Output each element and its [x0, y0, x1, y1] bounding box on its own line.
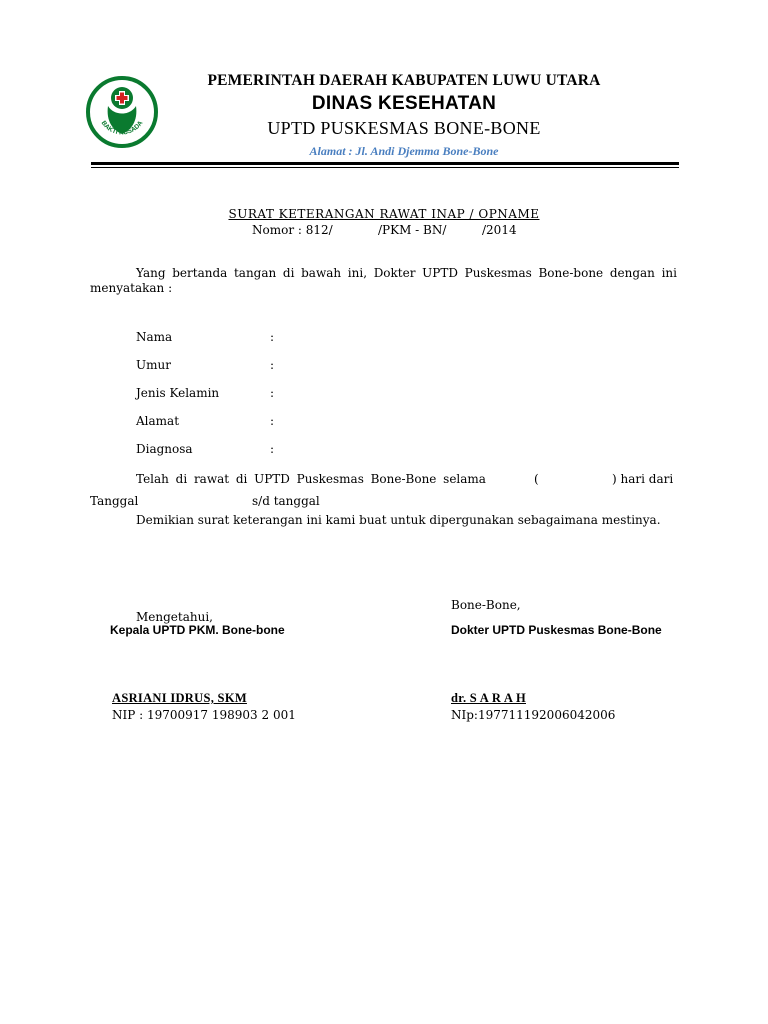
word: bawah	[301, 266, 342, 280]
signature-left-nip: NIP : 19700917 198903 2 001	[112, 708, 296, 722]
signature-left-name: ASRIANI IDRUS, SKM	[112, 691, 247, 705]
word: ini,	[347, 266, 368, 280]
letter-title: SURAT KETERANGAN RAWAT INAP / OPNAME	[228, 207, 540, 221]
word: bertanda	[172, 266, 228, 280]
field-label-diagnosa: Diagnosa	[136, 442, 193, 456]
field-value-umur: :	[270, 358, 275, 372]
word: UPTD	[422, 266, 458, 280]
stay-date-label: Tanggal	[90, 494, 139, 508]
closing-statement: Demikian surat keterangan ini kami buat untuk dipergunakan sebagaimana mestinya.	[136, 513, 661, 527]
word: di	[282, 266, 295, 280]
stay-days-suffix: ) hari dari	[612, 472, 674, 486]
header-divider-thick	[91, 162, 679, 165]
word: ini	[661, 266, 677, 280]
word: Dokter	[373, 266, 416, 280]
field-value-alamat: :	[270, 414, 275, 428]
word: Yang	[136, 266, 166, 280]
word: di	[175, 472, 188, 486]
word: selama	[443, 472, 486, 486]
word: Bone-bone	[538, 266, 604, 280]
intro-line-2: menyatakan :	[90, 281, 173, 295]
intro-line-1	[136, 266, 677, 280]
stay-line-1	[136, 472, 486, 486]
signature-place: Bone-Bone,	[451, 598, 521, 612]
letter-number-part-2: /PKM - BN/	[378, 223, 447, 237]
field-label-alamat: Alamat	[136, 414, 180, 428]
signature-right-nip: NIp:197711192006042006	[451, 708, 616, 722]
word: rawat	[193, 472, 230, 486]
header-address: Alamat : Jl. Andi Djemma Bone-Bone	[309, 144, 499, 158]
signature-right-position: Dokter UPTD Puskesmas Bone-Bone	[451, 623, 662, 637]
word: tangan	[233, 266, 277, 280]
word: Telah	[136, 472, 169, 486]
header-agency-line: DINAS KESEHATAN	[311, 93, 497, 114]
word: Puskesmas	[296, 472, 364, 486]
field-value-nama: :	[270, 330, 275, 344]
logo-text: BAKTI HUSADA	[99, 119, 145, 137]
letter-number-part-3: /2014	[482, 223, 517, 237]
signature-right-name: dr. S A R A H	[451, 691, 526, 705]
bakti-husada-logo-icon	[86, 76, 158, 148]
word: UPTD	[254, 472, 290, 486]
word: dengan	[609, 266, 655, 280]
field-value-jenis-kelamin: :	[270, 386, 275, 400]
header-divider-thin	[91, 167, 679, 168]
signature-left-intro: Mengetahui,	[136, 610, 213, 624]
header-unit-line: UPTD PUSKESMAS BONE-BONE	[267, 118, 541, 138]
word: Bone-Bone	[370, 472, 437, 486]
signature-left-position: Kepala UPTD PKM. Bone-bone	[110, 623, 285, 637]
field-label-jenis-kelamin: Jenis Kelamin	[136, 386, 220, 400]
letter-number-part-1: Nomor : 812/	[252, 223, 333, 237]
header-government-line: PEMERINTAH DAERAH KABUPATEN LUWU UTARA	[207, 72, 601, 89]
field-value-diagnosa: :	[270, 442, 275, 456]
word: di	[235, 472, 248, 486]
field-label-nama: Nama	[136, 330, 173, 344]
field-label-umur: Umur	[136, 358, 171, 372]
stay-open-paren: (	[534, 472, 539, 486]
word: Puskesmas	[464, 266, 532, 280]
stay-date-until: s/d tanggal	[252, 494, 320, 508]
